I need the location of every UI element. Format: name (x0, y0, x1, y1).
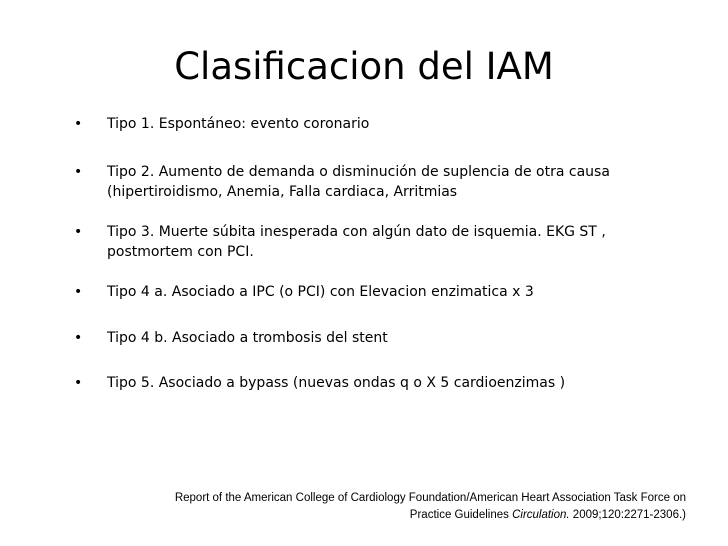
bullet-dot-icon: • (74, 284, 83, 300)
bullet-dot-icon: • (74, 164, 83, 180)
bullet-text-6: Tipo 5. Asociado a bypass (nuevas ondas q o X 5 cardioenzimas ) (107, 375, 566, 391)
bullet-dot-icon: • (74, 224, 83, 240)
bullet-text-3: Tipo 3. Muerte súbita inesperada con algún dato de isquemia. EKG ST , postmortem con PCI. (107, 224, 606, 260)
citation-journal: Circulation. (512, 509, 570, 521)
bullet-dot-icon: • (74, 116, 83, 132)
citation-line-1: Report of the American College of Cardiology Foundation/American Heart Association Task Force on (174, 492, 686, 504)
bullet-dot-icon: • (74, 330, 83, 346)
citation (110, 490, 686, 524)
bullet-dot-icon: • (74, 375, 83, 391)
bullet-text-5: Tipo 4 b. Asociado a trombosis del stent (107, 330, 388, 346)
slide-title: Clasificacion del IAM (174, 45, 554, 88)
bullet-text-2: Tipo 2. Aumento de demanda o disminución de suplencia de otra causa (hipertiroidismo, Anemia, Falla cardiaca, Arritmias (107, 164, 610, 200)
citation-line-2 (110, 507, 686, 524)
citation-suffix: 2009;120:2271-2306.) (569, 509, 686, 521)
bullet-text-1: Tipo 1. Espontáneo: evento coronario (107, 116, 370, 132)
citation-prefix: Practice Guidelines (409, 509, 513, 521)
bullet-text-4: Tipo 4 a. Asociado a IPC (o PCI) con Elevacion enzimatica x 3 (107, 284, 534, 300)
